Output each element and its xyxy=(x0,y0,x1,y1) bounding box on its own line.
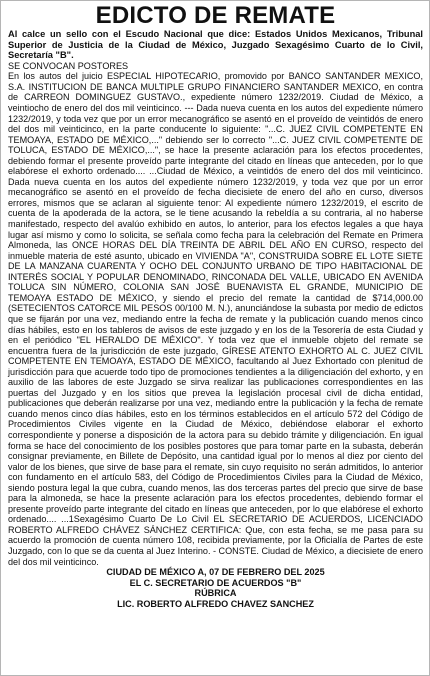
convocation-line: SE CONVOCAN POSTORES xyxy=(8,60,129,71)
signature-role: EL C. SECRETARIO DE ACUERDOS "B" xyxy=(129,577,302,588)
signature-rubric: RÚBRICA xyxy=(194,588,237,599)
signature-place-date: CIUDAD DE MÉXICO A, 07 DE FEBRERO DEL 2025 xyxy=(106,567,325,578)
seal-header: Al calce un sello con el Escudo Nacional que dice: Estados Unidos Mexicanos, Tribunal Superior de Justicia de la Ciudad de México, Juzgado Sexagésimo Cuarto de lo Civil, Secretaría "B". xyxy=(8,29,423,61)
notice-body: En los autos del juicio ESPECIAL HIPOTECARIO, promovido por BANCO SANTANDER MEXICO, S.A. INSTITUCION DE BANCA MULTIPLE GRUPO FINANCIERO SANTANDER MEXICO, en contra de CARREON DOMINGUEZ GUSTAVO., expediente número 1232/2019. Ciudad de México, a veintiocho de enero del dos mil veinticinco. --- Dada nueva cuenta en los autos del expediente número 1232/2019, y toda vez que por un error mecanográfico se asentó en el proveído de veintidós de enero del dos mil veinticinco, en la parte conducente lo siguiente: "...C. JUEZ CIVIL COMPETENTE EN TEMOAYA, ESTADO DE MÉXICO,..." debiendo ser lo correcto "...C. JUEZ CIVIL COMPETENTE DE TOLUCA, ESTADO DE MÉXICO,...", se hace la presente aclaración para los efectos procedentes, debiendo formar el presente proveído parte integrante del citado en líneas que anteceden, por lo que elabórese el exhorto ordenado.... ...Ciudad de México, a veintidós de enero del dos mil veinticinco. Dada nueva cuenta en los autos del expediente número 1232/2019, y toda vez que por un error mecanográfico se asentó en el proveído de fecha diecisiete de enero del año en curso, diversos errores, mismos que se aclaran al siguiente tenor: Al expediente número 1232/2019, el escrito de cuenta de la apoderada de la actora, se le tiene acusando la rebeldía a su contraria, al no haberse manifestado, respecto del avalúo exhibido en autos, lo anterior, para los efectos legales a que haya lugar así mismo y como lo solicita, se señala como fecha para la celebración del Remate en Primera Almoneda, las ONCE HORAS DEL DÍA TREINTA DE ABRIL DEL AÑO EN CURSO, respecto del inmueble materia de esté asunto, ubicado en VIVIENDA "A", CONSTRUIDA SOBRE EL LOTE SIETE DE LA MANZANA CUARENTA Y OCHO DEL CONJUNTO URBANO DE TIPO HABITACIONAL DE INTERÉS SOCIAL Y POPULAR DENOMINADO, RINCONADA DEL VALLE, UBICADO EN AVENIDA TOLUCA SIN NÚMERO, COLONIA SAN JOSÉ BUENAVISTA EL GRANDE, MUNICIPIO DE TEMOAYA ESTADO DE MÉXICO, y siendo el precio del remate la cantidad de $714,000.00 (SETECIENTOS CATORCE MIL PESOS 00/100 M. N.), anunciándose la subasta por medio de edictos que se fijarán por una vez, mediando entre la fecha de remate y la publicación cuando menos cinco días hábiles, esto en los tableros de avisos de este juzgado y en los de la Tesorería de esta Ciudad y en el periódico "EL HERALDO DE MÉXICO". Y toda vez que el inmueble objeto del remate se encuentra fuera de la jurisdicción de este juzgado, GÍRESE ATENTO EXHORTO AL C. JUEZ CIVIL COMPETENTE EN TEMOAYA, ESTADO DE MÉXICO, facultando al Juez Exhortado con plenitud de jurisdicción para que acuerde todo tipo de promociones tendientes a la diligenciación del exhorto, y en auxilio de las labores de este Juzgado se sirva realizar las publicaciones correspondientes en las puertas del Juzgado y en los sitios que prevea la legislación procesal civil de dicha entidad, publicaciones que deberán realizarse por una vez, mediando entre la publicación y la fecha de remate cuando menos cinco días hábiles, esto en los términos establecidos en el artículo 572 del Código de Procedimientos Civiles vigente en la Ciudad de México, debiéndose elaborar el exhorto correspondiente y ponerse a disposición de la actora para su debido trámite y diligenciación. En igual forma se hace del conocimiento de los posibles postores que para tomar parte en la subasta, deberán consignar previamente, en Billete de Depósito, una cantidad igual por lo menos al diez por ciento del valor de los bienes, que sirve de base para el remate, sin cuyo requisito no serán admitidos, lo anterior con fundamento en el artículo 583, del Código de Procedimientos Civiles para la Ciudad de México, siendo postura legal la que cubra, cuando menos, las dos terceras partes del precio que sirve de base para la almoneda, se hace la presente aclaración para los efectos procedentes, debiendo formar el presente proveído parte integrante del citado en líneas que anteceden, por lo que elabórese el exhorto ordenado.... ...1Sexagésimo Cuarto De Lo Civil EL SECRETARIO DE ACUERDOS, LICENCIADO ROBERTO ALFREDO CHÁVEZ SÁNCHEZ CERTIFICA: Que, con esta fecha, se me pasa para su acuerdo la promoción de cuenta número 108, recibida previamente, por la Oficialía de Partes de este Juzgado, con lo que se da cuenta al Juez Interino. - CONSTE. Ciudad de México, a diecisiete de enero del dos mil veinticinco. xyxy=(8,71,423,567)
notice-title: EDICTO DE REMATE xyxy=(95,2,336,29)
signature-name: LIC. ROBERTO ALFREDO CHAVEZ SANCHEZ xyxy=(117,599,314,610)
signature-block xyxy=(8,567,423,610)
